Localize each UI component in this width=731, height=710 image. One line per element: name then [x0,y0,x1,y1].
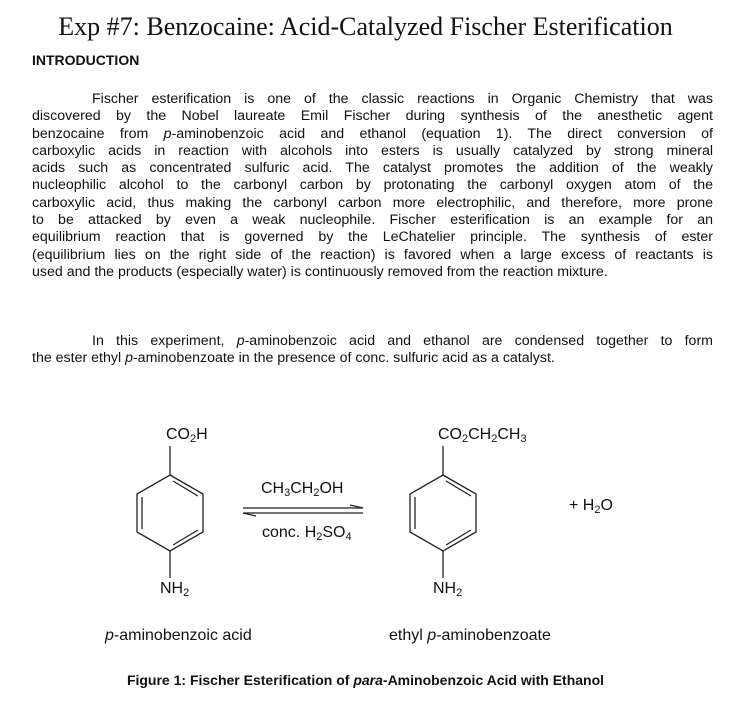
subscript: 3 [520,433,527,445]
subscript: 2 [594,504,601,516]
benzene-ring-product [410,446,476,578]
italic-text: p [125,350,133,367]
reactant-amine-label: $NH_2$ [160,580,190,599]
subscript: 2 [456,587,463,599]
text-line: the ester ethyl p-aminobenzoate in the presence of conc. sulfuric acid as a catalyst. [32,350,555,367]
italic-text: p [105,627,114,644]
italic-text: p [427,627,437,644]
product-name: ethyl p-aminobenzoate [389,627,551,644]
subscript: 4 [345,531,352,543]
subscript: 2 [316,531,323,543]
text-line: carboxylic acids in reaction with alcohols into esters is usually catalyzed by strong mineral [32,142,713,159]
text-line: Fischer esterification is one of the classic reactions in Organic Chemistry that was [92,91,713,107]
italic-text: p [236,333,245,349]
italic-text: para [353,672,383,688]
text-line: carboxylic acid, thus making the carbonyl carbon more electrophilic, and therefore, more prone [32,194,713,211]
subscript: 2 [491,433,498,445]
equilibrium-arrow [243,505,363,516]
text-line: equilibrium reaction that is governed by the LeChatelier principle. The synthesis of ester [32,229,713,246]
subscript: 3 [284,487,291,499]
benzene-ring-reactant [137,446,203,578]
section-heading: INTRODUCTION [32,52,140,68]
text-line: (equilibrium lies on the right side of the reaction) is favored when a large excess of reactants is [32,246,713,263]
document-title: Exp #7: Benzocaine: Acid-Catalyzed Fischer Esterification [58,12,673,41]
subscript: 2 [462,433,469,445]
product-ester-label: $CO_2CH_2CH_3$ [438,426,527,445]
figure-caption: Figure 1: Fischer Esterification of para-Aminobenzoic Acid with Ethanol [126,672,605,688]
text-line: discovered by the Nobel laureate Emil Fischer during synthesis of the anesthetic agent [32,108,713,125]
text-line: to be attacked by even a weak nucleophile. Fischer esterification is an example for an [32,212,713,229]
subscript: 2 [183,587,190,599]
text-line: In this experiment, p-aminobenzoic acid and ethanol are condensed together to form [92,333,713,349]
reagent-ethanol-label: $CH_3CH_2OH$ [261,480,344,499]
italic-text: p [163,125,172,142]
water-byproduct-label: + $H_2O$ [569,497,613,516]
product-amine-label: $NH_2$ [433,580,463,599]
subscript: 2 [190,433,197,445]
reactant-carboxyl-label: $CO_2H$ [166,426,208,445]
reactant-name: p-aminobenzoic acid [105,627,252,644]
text-line: nucleophilic alcohol to the carbonyl carbon by protonating the carbonyl oxygen atom of the [32,177,713,194]
text-line: benzocaine from p-aminobenzoic acid and ethanol (equation 1). The direct conversion of [32,125,713,142]
text-line: acids such as concentrated sulfuric acid. The catalyst promotes the addition of the weakly [32,160,713,177]
text-line: used and the products (especially water) is continuously removed from the reaction mixture. [32,263,608,280]
catalyst-label: conc. $H_2SO_4$ [262,524,352,543]
subscript: 2 [313,487,320,499]
